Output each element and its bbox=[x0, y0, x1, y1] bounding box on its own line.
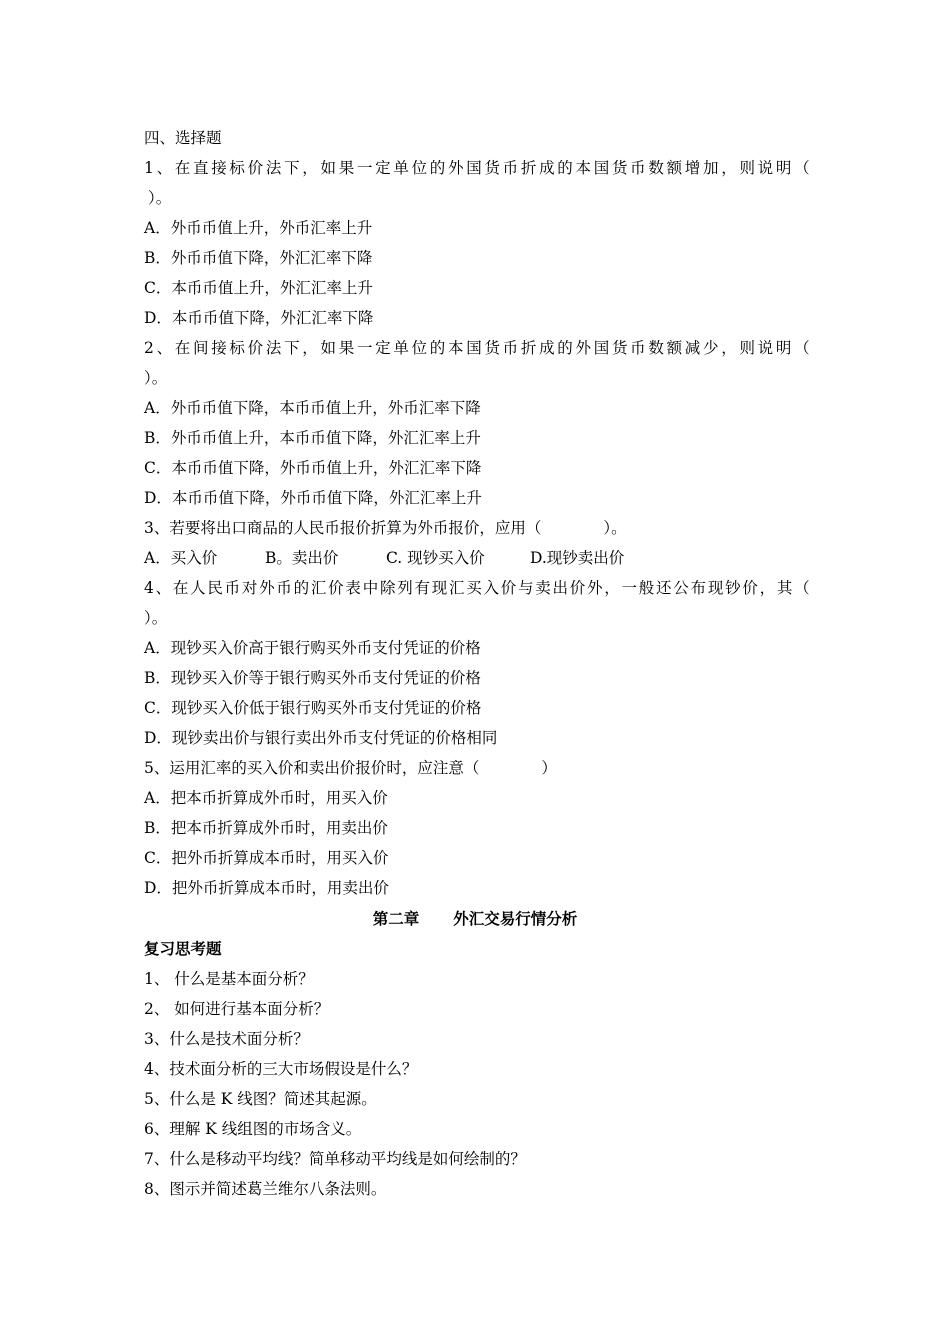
question-1-option-a: A．外币币值上升，外币汇率上升 bbox=[144, 219, 373, 237]
question-3-options bbox=[144, 547, 810, 569]
chapter-heading bbox=[0, 908, 950, 930]
question-4-option-c: C．现钞买入价低于银行购买外币支付凭证的价格 bbox=[144, 699, 482, 717]
question-5-option-a: A．把本币折算成外币时，用买入价 bbox=[144, 789, 388, 807]
question-2-option-b: B．外币币值上升，本币币值下降，外汇汇率上升 bbox=[144, 429, 481, 447]
question-3-option-a: A．买入价 bbox=[144, 549, 218, 567]
question-3-option-b: B。卖出价 bbox=[265, 549, 339, 567]
question-3-option-d: D.现钞卖出价 bbox=[530, 549, 625, 567]
question-4-option-b: B．现钞买入价等于银行购买外币支付凭证的价格 bbox=[144, 669, 481, 687]
question-4-option-d: D．现钞卖出价与银行卖出外币支付凭证的价格相同 bbox=[144, 729, 498, 747]
chapter-number: 第二章 bbox=[372, 909, 420, 928]
question-2-stem: 2、在间接标价法下，如果一定单位的本国货币折成的外国货币数额减少，则说明（ bbox=[144, 339, 810, 357]
section-title: 四、选择题 bbox=[144, 129, 222, 147]
question-2-option-d: D．本币币值下降，外币币值下降，外汇汇率上升 bbox=[144, 489, 482, 507]
question-1-option-d: D．本币币值下降，外汇汇率下降 bbox=[144, 309, 374, 327]
question-2-stem-cont: ）。 bbox=[144, 369, 168, 387]
question-3-stem: 3、若要将出口商品的人民币报价折算为外币报价，应用（ ）。 bbox=[144, 519, 627, 537]
question-5-option-b: B．把本币折算成外币时，用卖出价 bbox=[144, 819, 388, 837]
question-1-stem: 1、在直接标价法下，如果一定单位的外国货币折成的本国货币数额增加，则说明（ bbox=[144, 159, 810, 177]
review-item-3: 3、什么是技术面分析？ bbox=[144, 1030, 309, 1048]
question-4-stem-cont: ）。 bbox=[144, 609, 168, 627]
question-1-option-c: C．本币币值上升，外汇汇率上升 bbox=[144, 279, 373, 297]
review-item-5: 5、什么是 K 线图？简述其起源。 bbox=[144, 1090, 377, 1108]
question-1-stem-cont: ）。 bbox=[148, 189, 172, 207]
question-4-stem: 4、在人民币对外币的汇价表中除列有现汇买入价与卖出价外，一般还公布现钞价，其（ bbox=[144, 579, 810, 597]
question-4-option-a: A．现钞买入价高于银行购买外币支付凭证的价格 bbox=[144, 639, 481, 657]
question-1-option-b: B．外币币值下降，外汇汇率下降 bbox=[144, 249, 373, 267]
review-item-1: 1、 什么是基本面分析？ bbox=[144, 970, 314, 988]
chapter-title: 外汇交易行情分析 bbox=[453, 909, 578, 928]
review-item-7: 7、什么是移动平均线？简单移动平均线是如何绘制的？ bbox=[144, 1150, 526, 1168]
review-item-8: 8、图示并简述葛兰维尔八条法则。 bbox=[144, 1180, 387, 1198]
review-item-6: 6、理解 K 线组图的市场含义。 bbox=[144, 1120, 362, 1138]
review-item-4: 4、技术面分析的三大市场假设是什么？ bbox=[144, 1060, 418, 1078]
question-3-option-c: C. 现钞买入价 bbox=[386, 549, 485, 567]
question-5-stem: 5、运用汇率的买入价和卖出价报价时，应注意（ ） bbox=[144, 759, 557, 777]
question-2-option-a: A．外币币值下降，本币币值上升，外币汇率下降 bbox=[144, 399, 481, 417]
question-2-option-c: C．本币币值下降，外币币值上升，外汇汇率下降 bbox=[144, 459, 482, 477]
review-item-2: 2、 如何进行基本面分析？ bbox=[144, 1000, 330, 1018]
review-title: 复习思考题 bbox=[144, 939, 222, 958]
question-5-option-c: C．把外币折算成本币时，用买入价 bbox=[144, 849, 389, 867]
question-5-option-d: D．把外币折算成本币时，用卖出价 bbox=[144, 879, 389, 897]
